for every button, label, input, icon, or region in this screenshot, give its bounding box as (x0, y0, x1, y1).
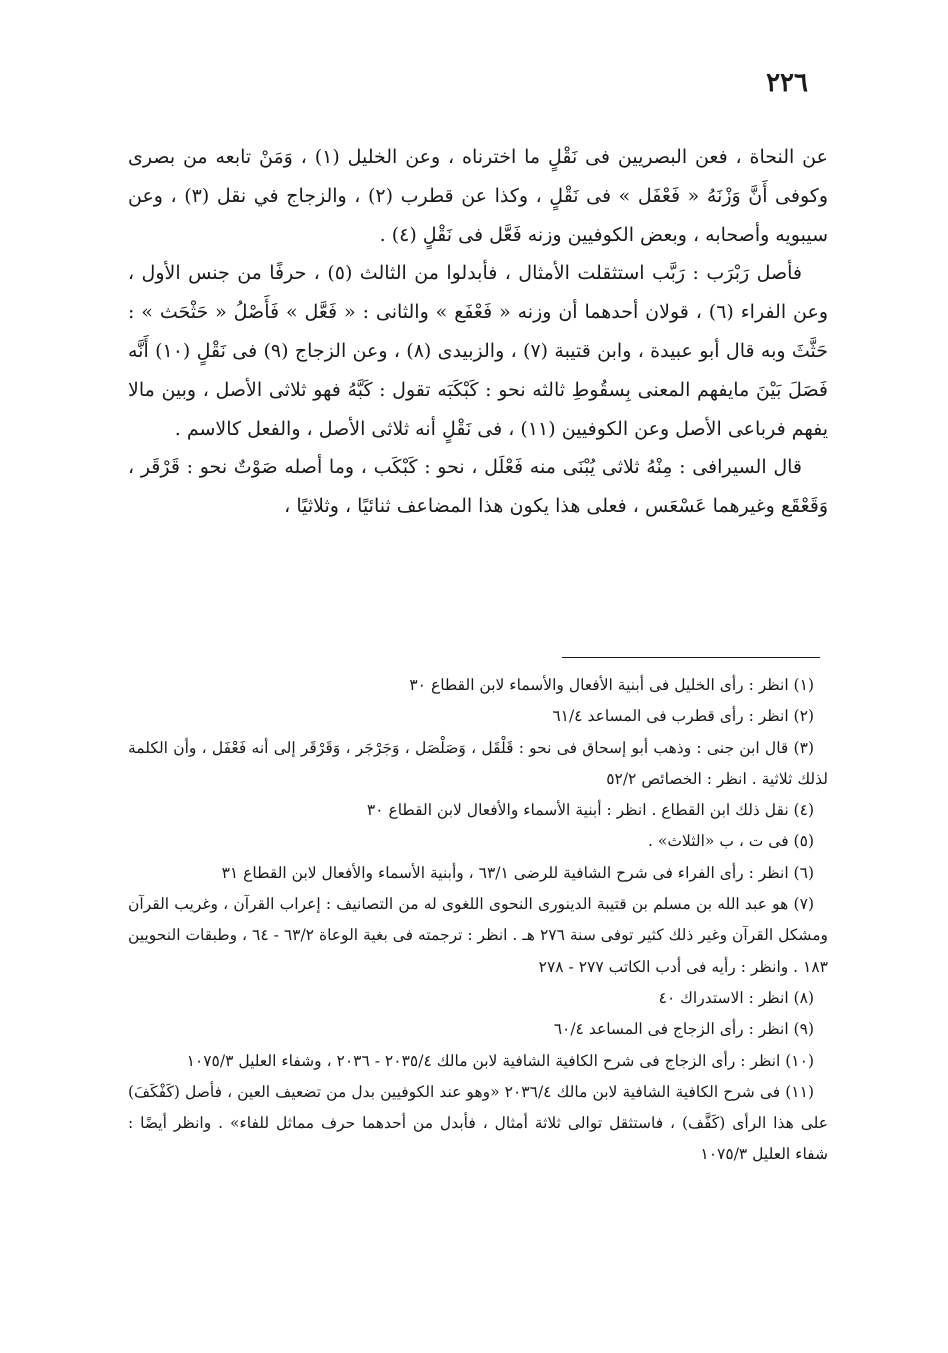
main-paragraph-1: عن النحاة ، فعن البصريين فى نَقْلٍ ما اخترناه ، وعن الخليل (١) ، وَمَنْ تابعه من بصرى وكوفى أَنَّ وَزْنَهُ « فَعْفَل » فى نَقْلٍ ، وكذا عن قطرب (٢) ، والزجاج في نقل (٣) ، وعن سيبويه وأصحابه ، وبعض الكوفيين وزنه فَعَّل فى نَقْلٍ (٤) . (128, 146, 828, 246)
footnote-3: (٣) قال ابن جنى : وذهب أبو إسحاق فى نحو : قَلْقَل ، وَصَلْصَل ، وَجَرْجَر ، وَقَرْقَر إلى أنه فَعْفَل ، وأن الكلمة لذلك ثلاثية . انظر : الخصائص ٥٢/٢ (128, 738, 828, 788)
footnote-9: (٩) انظر : رأى الزجاج فى المساعد ٦٠/٤ (553, 1020, 814, 1039)
main-text-body (128, 138, 828, 526)
main-paragraph-2: فأصل رَبْرَب : رَبَّب استثقلت الأمثال ، فأبدلوا من الثالث (٥) ، حرفًا من جنس الأول ، وعن الفراء (٦) ، قولان أحدهما أن وزنه « فَعْفَع » والثانى : « فَعَّل » فَأَصْلُ « حَثْحَث » : حَثَّثَ وبه قال أبو عبيدة ، وابن قتيبة (٧) ، والزبيدى (٨) ، وعن الزجاج (٩) فى نَقْلٍ (١٠) أَنَّه فَصَلَ بَيْنَ مايفهم المعنى بِسقُوطِ ثالثه نحو : كَبْكَبَه تقول : كَبَّهُ فهو ثلاثى الأصل ، وبين مالا يفهم فرباعى الأصل وعن الكوفيين (١١) ، فى نَقْلٍ أنه ثلاثى الأصل ، والفعل كالاسم . (128, 262, 828, 440)
footnote-10: (١٠) انظر : رأى الزجاج فى شرح الكافية الشافية لابن مالك ٢٠٣٥/٤ - ٢٠٣٦ ، وشفاء العليل ١٠٧٥/٣ (186, 1051, 814, 1070)
footnote-2: (٢) انظر : رأى قطرب فى المساعد ٦١/٤ (552, 707, 814, 726)
footnote-1: (١) انظر : رأى الخليل فى أبنية الأفعال والأسماء لابن القطاع ٣٠ (409, 676, 814, 694)
footnote-5: (٥) فى ت ، ب «الثلاث» . (648, 832, 814, 851)
footnote-6: (٦) انظر : رأى الفراء فى شرح الشافية للرضى ٦٣/١ ، وأبنية الأسماء والأفعال لابن القطاع ٣١ (221, 863, 814, 882)
footnotes-section (128, 670, 828, 1171)
footnote-11: (١١) فى شرح الكافية الشافية لابن مالك ٢٠٣٦/٤ «وهو عند الكوفيين بدل من تضعيف العين ، فأصل (كَفْكَفَ) على هذا الرأى (كَفَّف) ، فاستثقل توالى ثلاثة أمثال ، فأبدل من أحدهما حرف مماثل للفاء» . وانظر أيضًا : شفاء العليل ١٠٧٥/٣ (128, 1082, 828, 1164)
footnote-8: (٨) انظر : الاستدراك ٤٠ (658, 988, 814, 1007)
page-number: ٢٢٦ (766, 68, 808, 98)
main-paragraph-3: قال السيرافى : مِنْهُ ثلاثى يُبْنَى منه فَعْلَل ، نحو : كَبْكَب ، وما أصله صَوْتٌ نحو : قَرْقَر ، وَقَعْقَع وغيرهما عَسْعَس ، فعلى هذا يكون هذا المضاعف ثنائيًا ، وثلاثيًا ، (128, 456, 828, 518)
footnote-divider (562, 657, 820, 658)
footnote-7: (٧) هو عبد الله بن مسلم بن قتيبة الدينورى النحوى اللغوى له من التصانيف : إعراب القرآن ، وغريب القرآن ومشكل القرآن وغير ذلك كثير توفى سنة ٢٧٦ هـ . انظر : ترجمته فى بغية الوعاة ٦٣/٢ - ٦٤ ، وطبقات النحويين ١٨٣ . وانظر : رأيه فى أدب الكاتب ٢٧٧ - ٢٧٨ (128, 895, 829, 976)
footnote-4: (٤) نقل ذلك ابن القطاع . انظر : أبنية الأسماء والأفعال لابن القطاع ٣٠ (366, 801, 814, 820)
